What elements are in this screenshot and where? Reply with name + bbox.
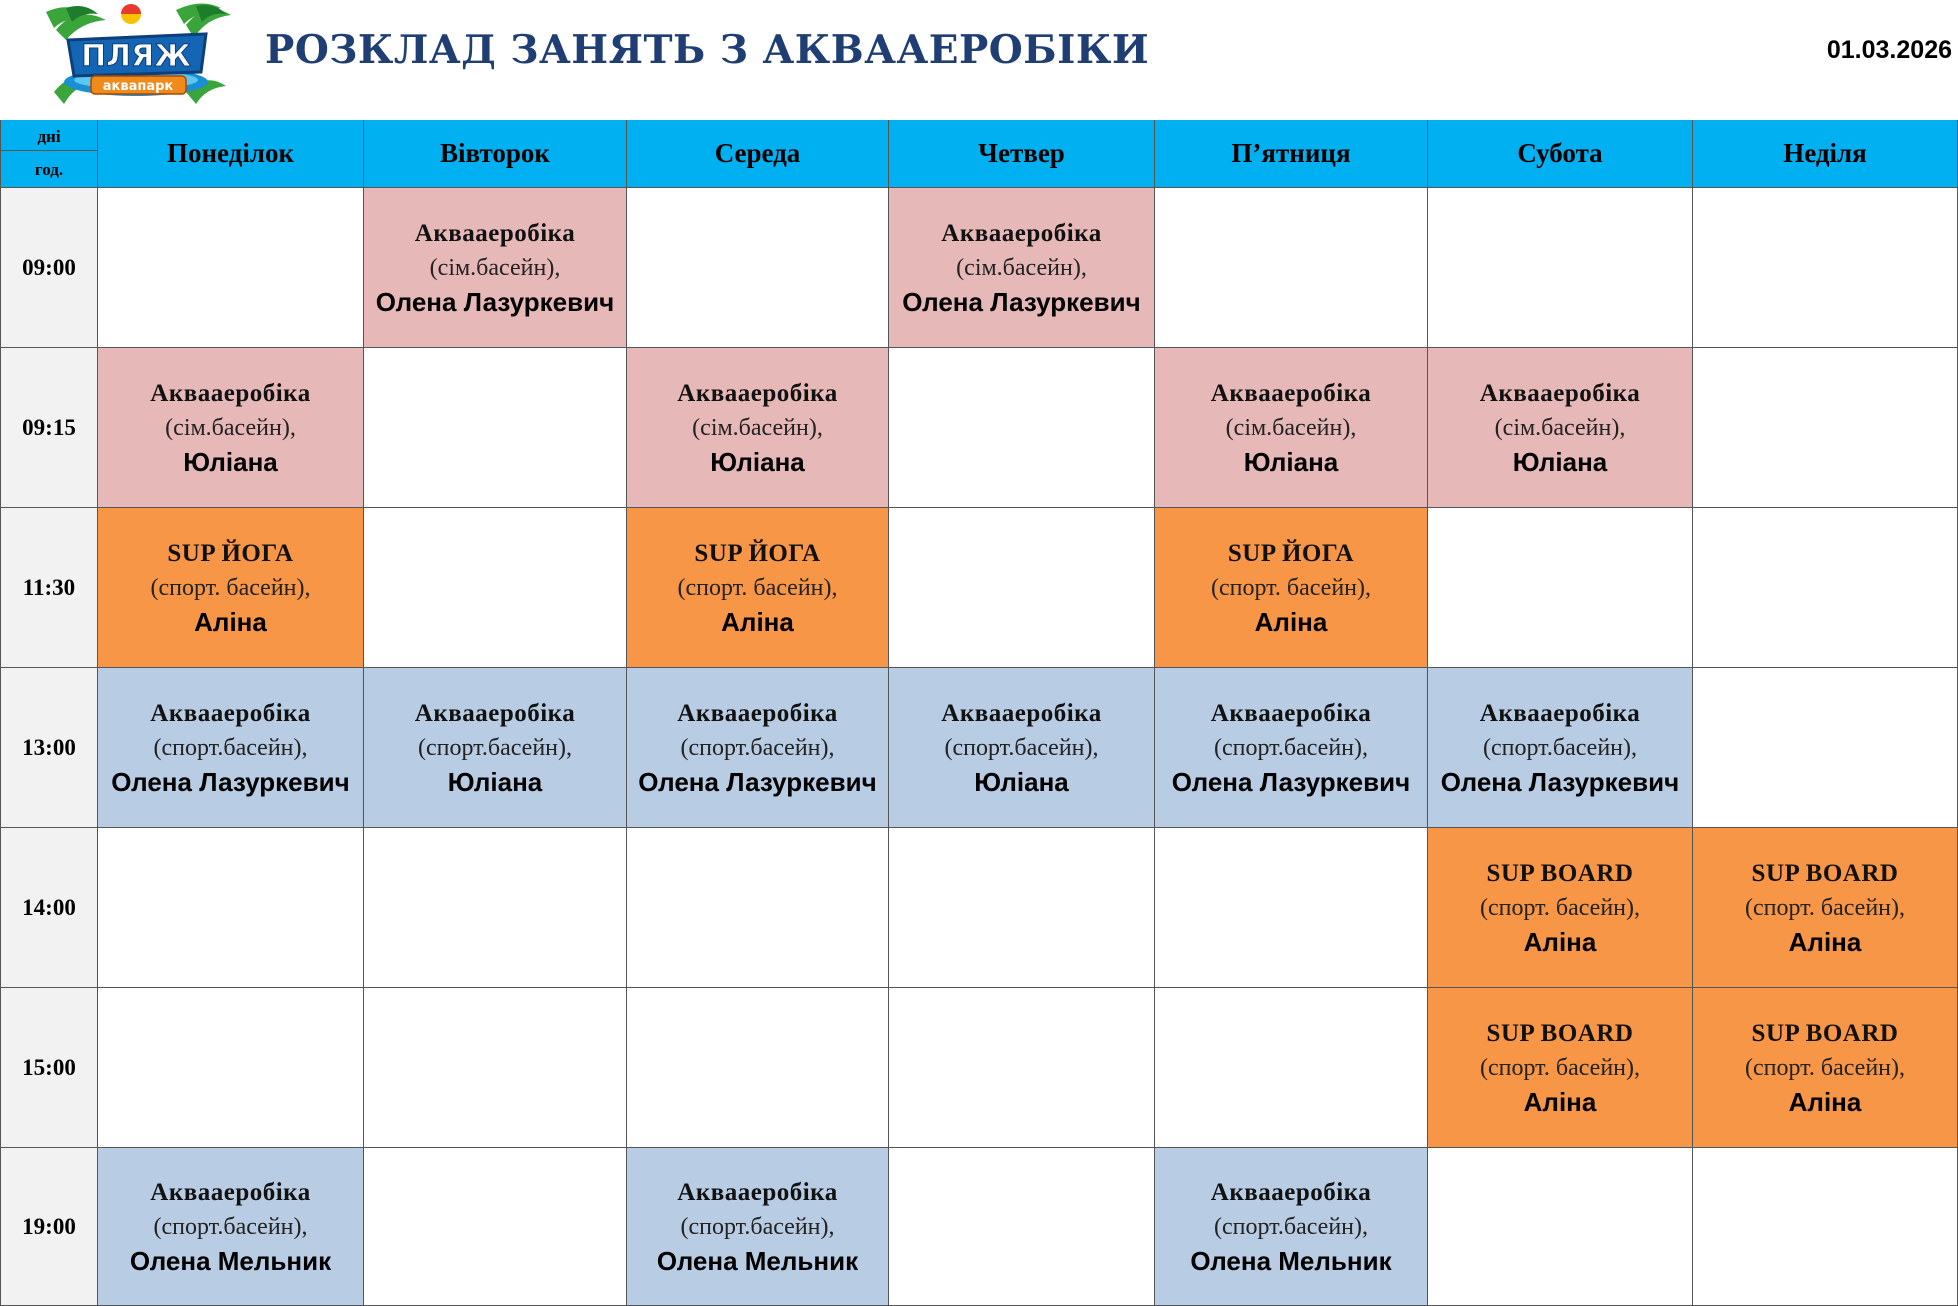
class-name: SUP BOARD [1751,859,1899,887]
class-pool: (спорт.басейн), [153,1213,308,1240]
class-pool: (спорт. басейн), [1480,1054,1640,1081]
class-instructor: Олена Лазуркевич [111,766,350,797]
class-instructor: Аліна [1523,926,1597,957]
class-slot [627,348,889,508]
class-pool: (спорт. басейн), [1745,894,1905,921]
empty-cell [364,988,627,1148]
day-header: Неділя [1693,120,1958,188]
empty-cell [1693,1148,1958,1306]
class-name: Аквааеробіка [941,699,1102,727]
class-slot [1155,668,1428,828]
class-pool: (сім.басейн), [1494,414,1626,441]
empty-cell [1155,988,1428,1148]
class-name: Аквааеробіка [1210,699,1372,727]
class-pool: (спорт.басейн), [680,734,835,761]
class-instructor: Юліана [710,446,805,477]
time-cell: 09:00 [0,188,98,348]
class-pool: (спорт.басейн), [680,1213,835,1240]
class-pool: (сім.басейн), [956,254,1087,281]
class-slot [1155,1148,1428,1306]
empty-cell [889,988,1155,1148]
class-name: SUP ЙОГА [1227,539,1355,567]
class-name: Аквааеробіка [1479,699,1641,727]
day-header: П’ятниця [1155,120,1428,188]
empty-cell [1693,668,1958,828]
class-slot [627,668,889,828]
time-cell: 19:00 [0,1148,98,1306]
class-name: Аквааеробіка [677,699,838,727]
class-slot [364,188,627,348]
time-cell: 15:00 [0,988,98,1148]
class-name: SUP BOARD [1486,1019,1634,1047]
class-instructor: Аліна [1523,1086,1597,1117]
class-instructor: Юліана [974,766,1069,797]
empty-cell [364,508,627,668]
class-pool: (спорт.басейн), [944,734,1099,761]
empty-cell [98,188,364,348]
class-slot [1428,988,1693,1148]
class-instructor: Юліана [447,766,543,797]
empty-cell [1693,188,1958,348]
schedule-date: 01.03.2026 [1826,36,1952,64]
class-instructor: Аліна [721,606,794,637]
class-name: Аквааеробіка [677,379,838,407]
class-slot [1428,348,1693,508]
empty-cell [1155,188,1428,348]
empty-cell [1428,188,1693,348]
corner-cell [0,120,98,188]
class-name: Аквааеробіка [414,699,576,727]
class-slot [1155,348,1428,508]
class-pool: (спорт. басейн), [1211,574,1371,601]
empty-cell [1428,1148,1693,1306]
empty-cell [889,348,1155,508]
class-instructor: Олена Лазуркевич [375,286,615,317]
empty-cell [889,828,1155,988]
class-instructor: Аліна [1788,926,1862,957]
corner-days-label: дні [1,124,97,151]
empty-cell [1693,508,1958,668]
class-pool: (сім.басейн), [165,414,296,441]
class-instructor: Юліана [1243,446,1339,477]
empty-cell [889,1148,1155,1306]
day-header: Субота [1428,120,1693,188]
class-slot [627,1148,889,1306]
class-pool: (сім.басейн), [429,254,561,281]
class-instructor: Юліана [183,446,278,477]
class-pool: (спорт.басейн), [418,734,572,761]
class-slot [364,668,627,828]
day-header: Четвер [889,120,1155,188]
empty-cell [627,188,889,348]
class-pool: (спорт. басейн), [1480,894,1640,921]
class-name: Аквааеробіка [414,219,576,247]
class-slot [1693,988,1958,1148]
class-slot [889,668,1155,828]
class-slot [98,508,364,668]
header [0,0,1958,120]
class-pool: (сім.басейн), [1225,414,1357,441]
class-slot [1428,668,1693,828]
class-name: SUP ЙОГА [694,539,821,567]
schedule-table [0,120,1958,1306]
class-name: Аквааеробіка [150,699,311,727]
class-name: Аквааеробіка [1210,379,1372,407]
class-instructor: Олена Мельник [1190,1245,1392,1276]
class-slot [98,348,364,508]
class-slot [627,508,889,668]
class-name: SUP BOARD [1486,859,1634,887]
class-slot [1428,828,1693,988]
class-slot [1155,508,1428,668]
empty-cell [627,988,889,1148]
corner-hours-label: год. [34,160,64,179]
class-name: Аквааеробіка [1479,379,1641,407]
class-name: Аквааеробіка [677,1178,838,1206]
class-pool: (спорт. басейн), [1745,1054,1905,1081]
class-instructor: Аліна [1254,606,1328,637]
class-slot [98,668,364,828]
svg-text:ПЛЯЖ: ПЛЯЖ [81,39,191,74]
class-pool: (спорт.басейн), [1214,1213,1368,1240]
class-instructor: Олена Мельник [129,1245,332,1276]
plyazh-aquapark-logo [36,0,231,112]
class-instructor: Олена Лазуркевич [902,286,1141,317]
class-instructor: Юліана [1512,446,1608,477]
class-name: Аквааеробіка [1210,1178,1372,1206]
empty-cell [1428,508,1693,668]
day-header: Середа [627,120,889,188]
empty-cell [364,1148,627,1306]
class-pool: (спорт. басейн), [150,574,311,601]
time-cell: 14:00 [0,828,98,988]
empty-cell [627,828,889,988]
class-name: SUP BOARD [1751,1019,1899,1047]
class-instructor: Олена Лазуркевич [638,766,877,797]
class-instructor: Аліна [194,606,267,637]
time-cell: 11:30 [0,508,98,668]
time-cell: 13:00 [0,668,98,828]
empty-cell [98,988,364,1148]
class-pool: (спорт.басейн), [1483,734,1637,761]
class-name: Аквааеробіка [150,1178,311,1206]
empty-cell [364,348,627,508]
empty-cell [1155,828,1428,988]
class-pool: (спорт.басейн), [1214,734,1368,761]
class-slot [889,188,1155,348]
class-pool: (сім.басейн), [692,414,823,441]
class-slot [98,1148,364,1306]
time-cell: 09:15 [0,348,98,508]
day-header: Понеділок [98,120,364,188]
empty-cell [364,828,627,988]
day-header: Вівторок [364,120,627,188]
class-instructor: Олена Лазуркевич [1440,766,1680,797]
class-instructor: Олена Мельник [656,1245,859,1276]
empty-cell [1693,348,1958,508]
class-pool: (спорт. басейн), [677,574,838,601]
page-title: РОЗКЛАД ЗАНЯТЬ З АКВААЕРОБІКИ [265,27,1150,73]
svg-text:аквапарк: аквапарк [102,79,174,94]
class-instructor: Аліна [1788,1086,1862,1117]
class-name: Аквааеробіка [150,379,311,407]
empty-cell [889,508,1155,668]
empty-cell [98,828,364,988]
class-name: SUP ЙОГА [167,539,294,567]
class-name: Аквааеробіка [941,219,1102,247]
class-slot [1693,828,1958,988]
class-pool: (спорт.басейн), [153,734,308,761]
class-instructor: Олена Лазуркевич [1171,766,1411,797]
